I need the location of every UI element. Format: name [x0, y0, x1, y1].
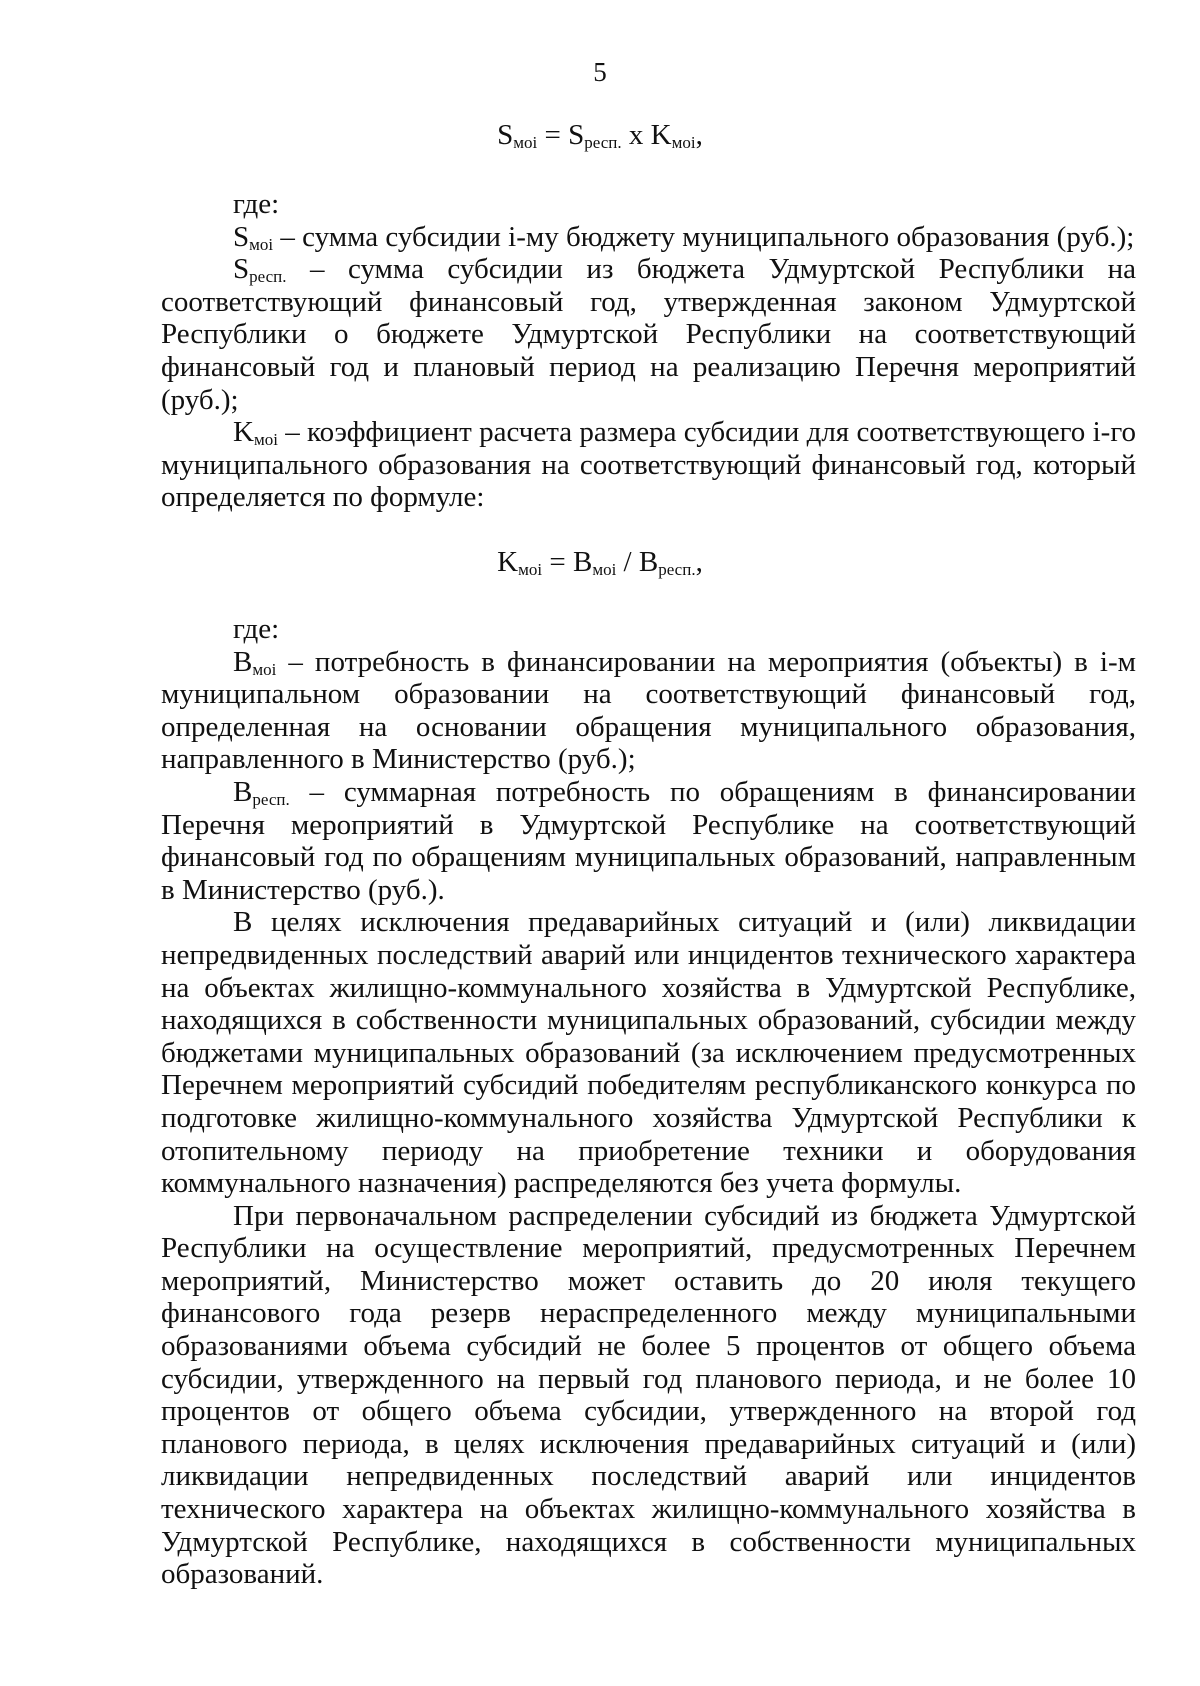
- symbol-b-moi: [233, 646, 276, 678]
- definition-b-moi: [161, 646, 1136, 776]
- formula-tail: ,: [695, 119, 703, 151]
- divide-sign: /: [616, 546, 639, 578]
- paragraph-reserve: При первоначальном распределении субсидий из бюджета Удмуртской Республики на осуществление мероприятий, предусмотренных Перечнем мероприятий, Министерство может оставить до 20 июля текущего финансового года резерв нераспределенного между муниципальными образованиями объема субсидий не более 5 процентов от общего объема субсидии, утвержденного на первый год планового периода, и не более 10 процентов от общего объема субсидии, утвержденного на второй год планового периода, в целях исключения предаварийных ситуаций и (или) ликвидации непредвиденных последствий аварий или инцидентов технического характера на объектах жилищно-коммунального хозяйства в Удмуртской Республике, находящихся в собственности муниципальных образований.: [161, 1199, 1136, 1591]
- symbol-k-moi: [651, 119, 696, 151]
- symbol-s-resp: [233, 253, 287, 285]
- symbol-subscript: мoi: [249, 234, 274, 254]
- symbol-subscript: мoi: [518, 560, 543, 579]
- symbol-b-moi: [573, 546, 616, 578]
- symbol-subscript: мoi: [592, 560, 617, 579]
- symbol-s-moi: [497, 119, 537, 151]
- symbol-k-moi: [497, 546, 542, 578]
- formula-tail: ,: [695, 546, 703, 578]
- definition-s-moi: [161, 221, 1136, 254]
- symbol-subscript: респ.: [252, 789, 290, 809]
- symbol-subscript: мoi: [252, 659, 277, 679]
- symbol-b-resp: [233, 776, 290, 808]
- formula-subsidy-amount: [0, 118, 1200, 152]
- where-label: где:: [233, 613, 280, 645]
- symbol-base: B: [233, 645, 253, 678]
- symbol-s-resp: [568, 119, 622, 151]
- definition-b-resp: [161, 776, 1136, 906]
- equals-sign: =: [537, 119, 569, 151]
- definition-text: – сумма субсидии i-му бюджету муниципального образования (руб.);: [273, 220, 1135, 253]
- symbol-base: S: [233, 253, 250, 286]
- symbol-base: K: [650, 119, 672, 151]
- symbol-base: B: [638, 546, 659, 578]
- where-label: где:: [233, 188, 280, 220]
- symbol-s-moi: [233, 221, 273, 253]
- equals-sign: =: [542, 546, 573, 578]
- symbol-base: S: [497, 119, 514, 151]
- symbol-b-resp: [639, 546, 696, 578]
- symbol-base: S: [233, 220, 250, 253]
- symbol-base: B: [233, 775, 253, 808]
- definition-k-moi: [161, 416, 1136, 514]
- definition-text: – сумма субсидии из бюджета Удмуртской Республики на соответствующий финансовый год, утвержденная законом Удмуртской Республики о бюджете Удмуртской Республики на соответствующий финансовый год и плановый период на реализацию Перечня мероприятий (руб.);: [161, 253, 1136, 416]
- symbol-k-moi: [233, 416, 278, 448]
- page-number: 5: [593, 57, 607, 87]
- symbol-subscript: респ.: [658, 560, 696, 579]
- paragraph-emergency-subsidies: В целях исключения предаварийных ситуаций и (или) ликвидации непредвиденных последствий аварий или инцидентов технического характера на объектах жилищно-коммунального хозяйства в Удмуртской Республике, находящихся в собственности муниципальных образований, субсидии между бюджетами муниципальных образований (за исключением предусмотренных Перечнем мероприятий субсидий победителям республиканского конкурса по подготовке жилищно-коммунального хозяйства Удмуртской Республики к отопительному периоду на приобретение техники и оборудования коммунального назначения) распределяются без учета формулы.: [161, 906, 1136, 1200]
- symbol-base: K: [233, 416, 254, 449]
- definition-text: – коэффициент расчета размера субсидии для соответствующего i-го муниципального образования на соответствующий финансовый год, который определяется по формуле:: [161, 416, 1136, 514]
- symbol-subscript: респ.: [584, 133, 622, 152]
- symbol-base: K: [497, 546, 519, 578]
- symbol-base: B: [572, 546, 593, 578]
- symbol-subscript: респ.: [249, 267, 287, 287]
- symbol-base: S: [568, 119, 585, 151]
- multiply-sign: x: [621, 119, 651, 151]
- symbol-subscript: мoi: [671, 133, 696, 152]
- symbol-subscript: мoi: [253, 430, 278, 450]
- symbol-subscript: мoi: [513, 133, 538, 152]
- definition-text: – суммарная потребность по обращениям в финансировании Перечня мероприятий в Удмуртской Республике на соответствующий финансовый год по обращениям муниципальных образований, направленным в Министерство (руб.).: [161, 775, 1136, 906]
- definitions-block-1: [161, 188, 1136, 514]
- formula-coefficient: [0, 545, 1200, 579]
- definition-s-resp: [161, 253, 1136, 416]
- definition-text: – потребность в финансировании на мероприятия (объекты) в i-м муниципальном образовании на соответствующий финансовый год, определенная на основании обращения муниципального образования, направленного в Министерство (руб.);: [161, 645, 1136, 776]
- definitions-block-2: [161, 613, 1136, 1591]
